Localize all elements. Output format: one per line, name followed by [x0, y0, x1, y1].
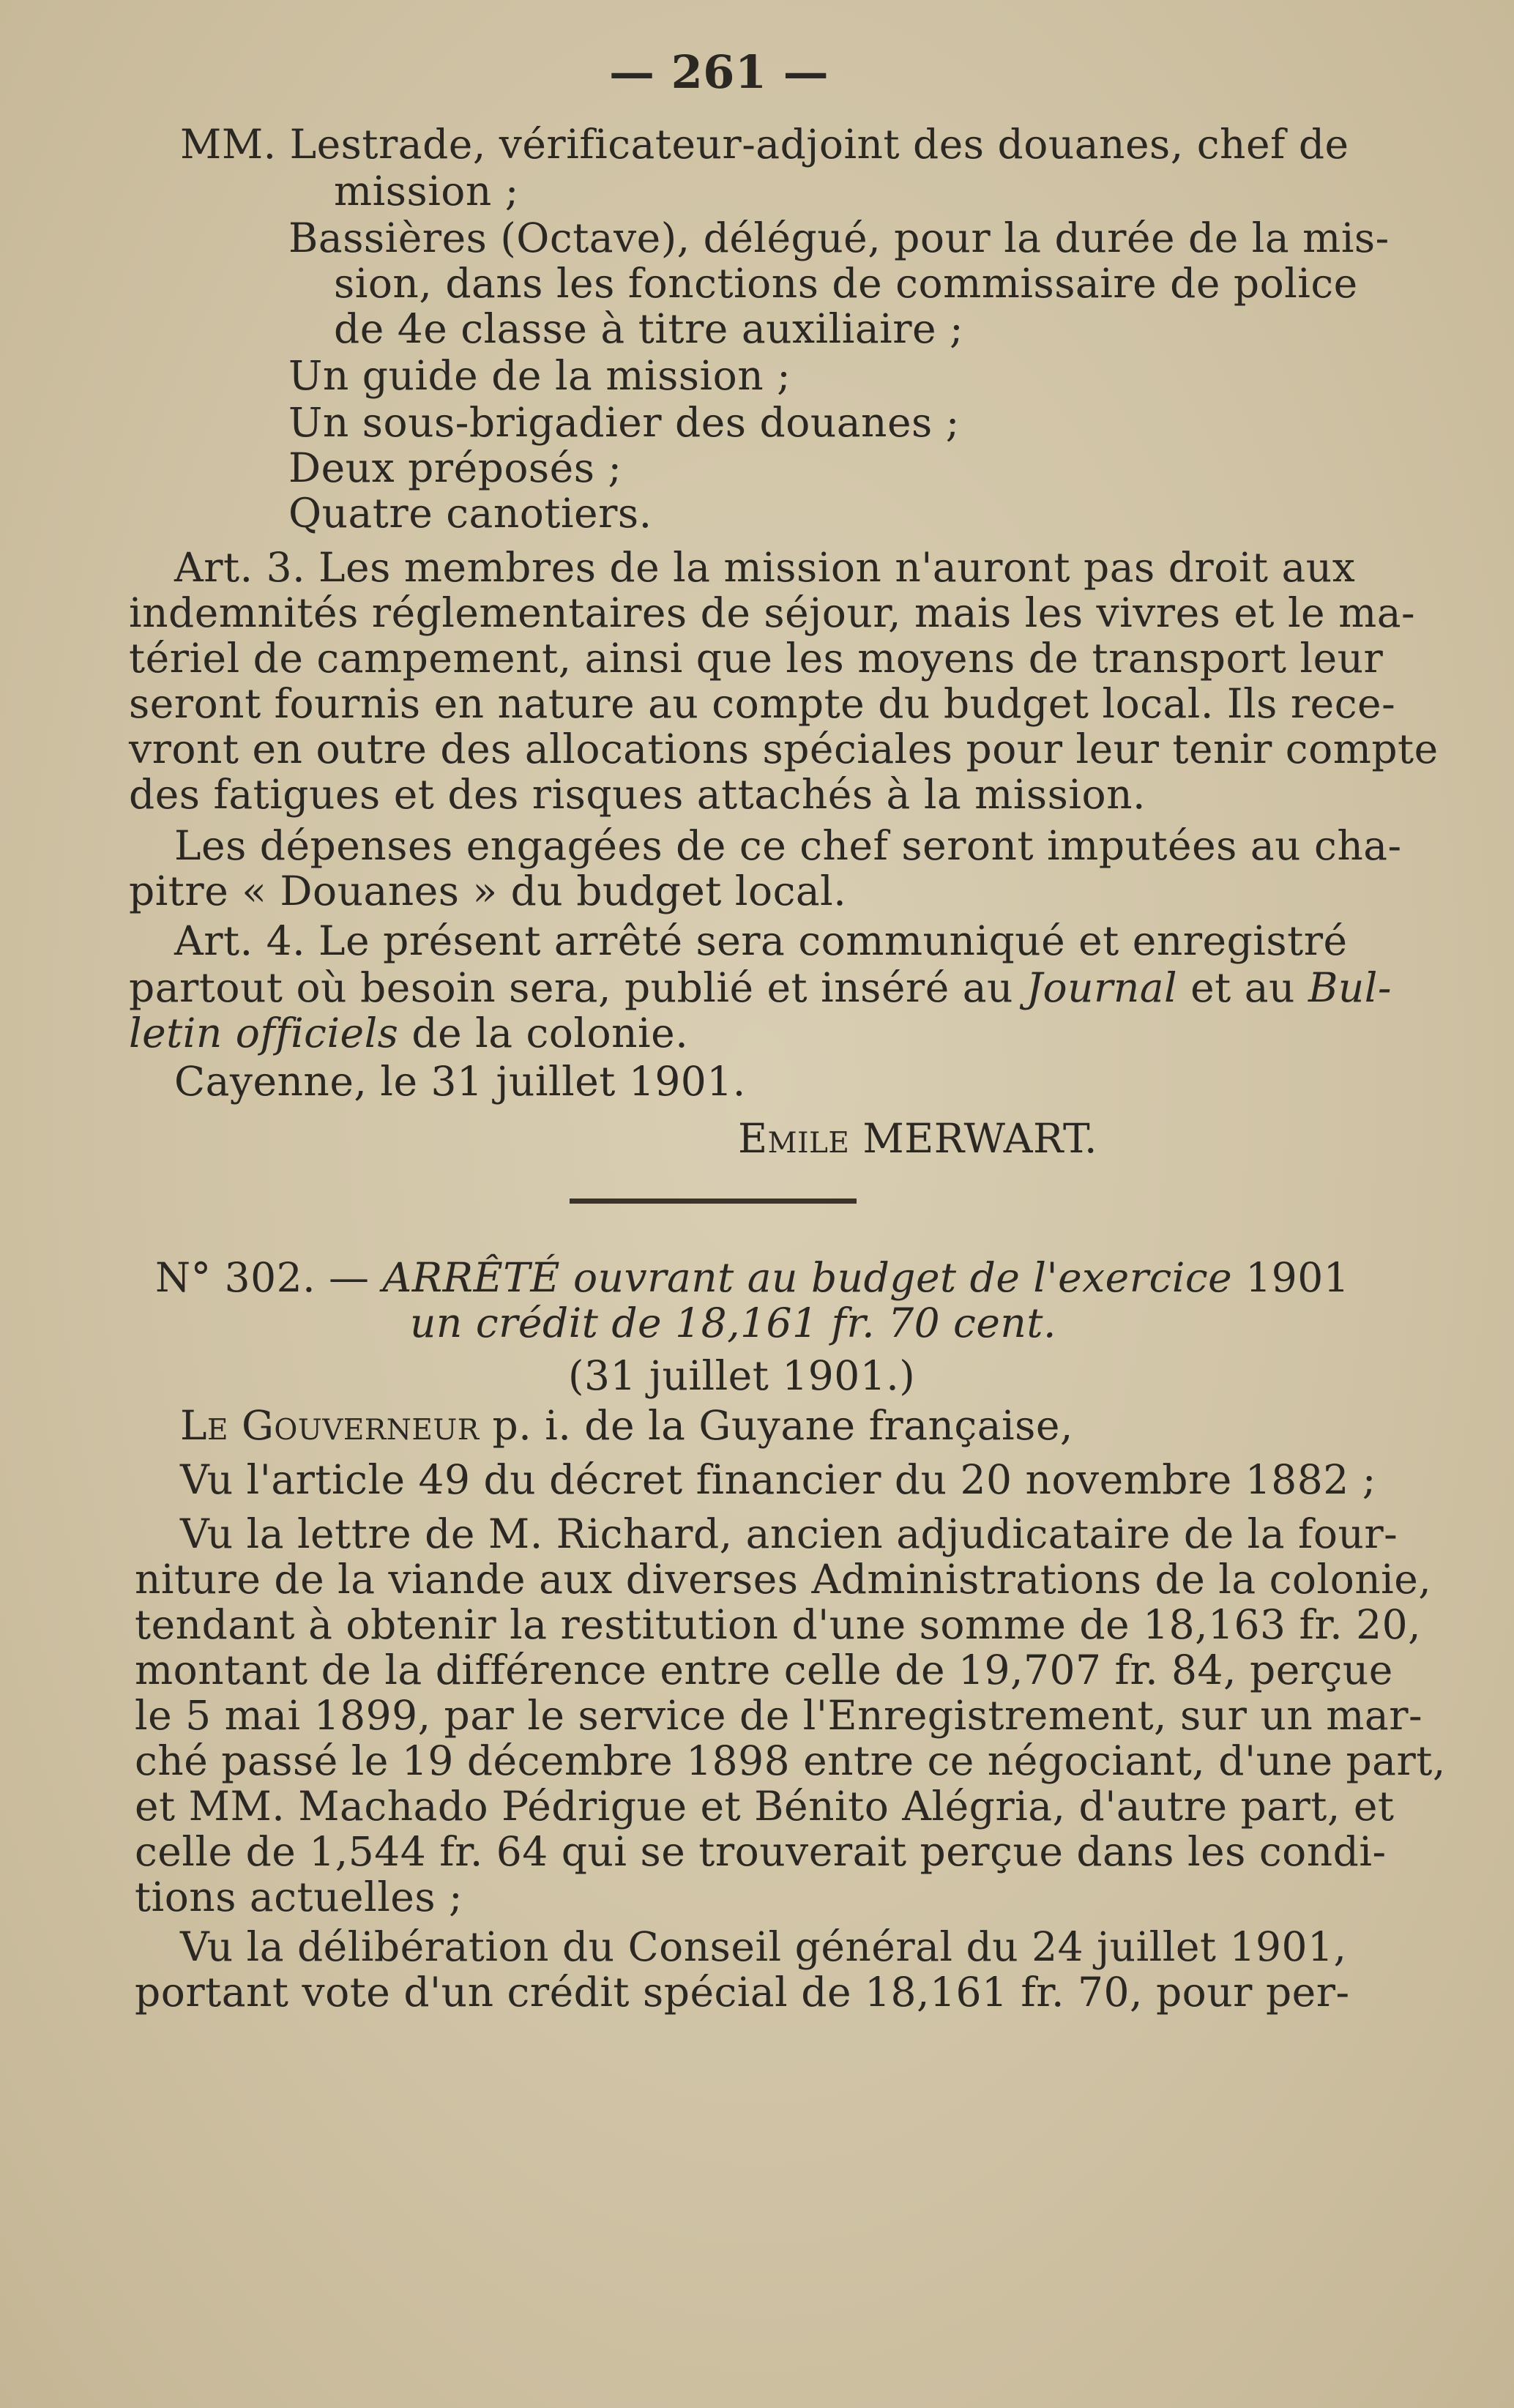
art4-line-1: Art. 4. Le présent arrêté sera communiqué et enregistré [174, 917, 1348, 964]
art4-line-2-c: et au [1177, 964, 1308, 1011]
decree-date: (31 juillet 1901.) [568, 1352, 916, 1399]
signature: Emile MERWART. [738, 1115, 1098, 1162]
art3-line-5: vront en outre des allocations spéciales pour leur tenir compte [129, 726, 1439, 772]
mission-line-1: MM. Lestrade, vérificateur-adjoint des douanes, chef de [180, 121, 1349, 168]
journal-word: Journal [1026, 964, 1178, 1011]
decree-line-7: le 5 mai 1899, par le service de l'Enregistrement, sur un mar- [135, 1692, 1423, 1739]
page-number: — 261 — [609, 45, 829, 99]
bulletin-word: Bul- [1308, 964, 1392, 1011]
art3-line-3: tériel de campement, ainsi que les moyens de transport leur [129, 635, 1384, 682]
art4-line-2 [129, 965, 1392, 1010]
mission-line-7: Un sous-brigadier des douanes ; [288, 399, 960, 446]
closing-date: Cayenne, le 31 juillet 1901. [174, 1058, 746, 1105]
mission-line-9: Quatre canotiers. [288, 490, 652, 537]
decree-line-6: montant de la différence entre celle de 19,707 fr. 84, perçue [135, 1647, 1393, 1693]
decree-title-1: ARRÊTÉ ouvrant au budget de l'exercice [382, 1254, 1233, 1301]
decree-year: 1901 [1245, 1254, 1350, 1301]
art3-line-8: pitre « Douanes » du budget local. [129, 868, 847, 914]
letin-officiels: letin officiels [129, 1010, 399, 1056]
art4-line-3 [129, 1010, 688, 1056]
mission-line-5: de 4e classe à titre auxiliaire ; [334, 305, 964, 352]
art3-line-7: Les dépenses engagées de ce chef seront imputées au cha- [174, 822, 1402, 869]
art4-line-3-b: de la colonie. [398, 1010, 689, 1056]
decree-line-12: Vu la délibération du Conseil général du 24 juillet 1901, [180, 1923, 1347, 1970]
decree-line-4: niture de la viande aux diverses Administrations de la colonie, [135, 1556, 1432, 1603]
decree-line-10: celle de 1,544 fr. 64 qui se trouverait perçue dans les condi- [135, 1828, 1387, 1875]
decree-line-5: tendant à obtenir la restitution d'une somme de 18,163 fr. 20, [135, 1601, 1422, 1648]
art3-line-6: des fatigues et des risques attachés à la mission. [129, 771, 1146, 818]
art3-line-1: Art. 3. Les membres de la mission n'auront pas droit aux [174, 544, 1356, 591]
governor-title: Le Gouverneur [180, 1402, 480, 1449]
decree-line-2: Vu l'article 49 du décret financier du 20 novembre 1882 ; [180, 1456, 1376, 1503]
decree-line-1-rest: p. i. de la Guyane française, [479, 1402, 1073, 1449]
mission-line-4: sion, dans les fonctions de commissaire de police [334, 260, 1358, 307]
mission-line-8: Deux préposés ; [288, 444, 622, 491]
decree-number: N° 302. — [155, 1254, 370, 1301]
section-divider [570, 1199, 857, 1204]
art3-line-2: indemnités réglementaires de séjour, mais les vivres et le ma- [129, 589, 1416, 636]
decree-line-1 [180, 1403, 1073, 1448]
decree-title-2: un crédit de 18,161 fr. 70 cent. [410, 1300, 1056, 1346]
art4-line-2-a: partout où besoin sera, publié et inséré au [129, 964, 1026, 1011]
decree-line-13: portant vote d'un crédit spécial de 18,161 fr. 70, pour per- [135, 1969, 1350, 2016]
art3-line-4: seront fournis en nature au compte du budget local. Ils rece- [129, 680, 1396, 727]
decree-line-11: tions actuelles ; [135, 1874, 463, 1920]
mission-line-2: mission ; [334, 168, 519, 215]
decree-line-3: Vu la lettre de M. Richard, ancien adjudicataire de la four- [180, 1510, 1398, 1557]
mission-line-6: Un guide de la mission ; [288, 352, 791, 399]
decree-line-8: ché passé le 19 décembre 1898 entre ce négociant, d'une part, [135, 1737, 1446, 1784]
mission-line-3: Bassières (Octave), délégué, pour la durée de la mis- [288, 215, 1390, 261]
decree-heading [155, 1255, 1349, 1300]
decree-line-9: et MM. Machado Pédrigue et Bénito Alégria, d'autre part, et [135, 1783, 1395, 1830]
